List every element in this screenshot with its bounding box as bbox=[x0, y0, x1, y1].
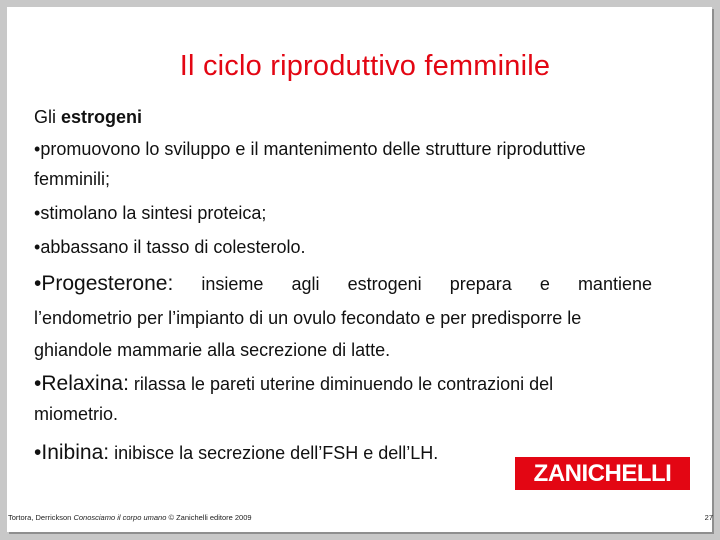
estrogen-point-1-cont-text: femminili; bbox=[34, 169, 111, 189]
progesterone-line-1 bbox=[34, 268, 652, 300]
progesterone-line-2 bbox=[34, 302, 652, 334]
relaxina-line-2 bbox=[34, 398, 652, 430]
estrogen-point-1-text: promuovono lo sviluppo e il mantenimento delle strutture riproduttive bbox=[40, 139, 586, 159]
bullet: • bbox=[34, 203, 41, 223]
relaxina-line-2-text: miometrio. bbox=[34, 404, 119, 424]
bullet: • bbox=[34, 237, 41, 257]
intro-bold: estrogeni bbox=[61, 107, 143, 127]
estrogen-point-1-cont bbox=[34, 163, 652, 195]
progesterone-line-3-text: ghiandole mammarie alla secrezione di latte. bbox=[34, 340, 391, 360]
inibina-term: Inibina bbox=[41, 441, 104, 464]
bullet: • bbox=[34, 139, 41, 159]
estrogen-point-3-text: abbassano il tasso di colesterolo. bbox=[40, 237, 306, 257]
relaxina-line-1-text: rilassa le pareti uterine diminuendo le contrazioni del bbox=[128, 374, 554, 394]
relaxina-colon: : bbox=[123, 372, 129, 395]
relaxina-term: Relaxina bbox=[41, 372, 124, 395]
intro-prefix: Gli bbox=[34, 107, 61, 127]
footer-credit bbox=[8, 513, 252, 522]
bullet: • bbox=[34, 372, 42, 395]
zanichelli-logo: ZANICHELLI bbox=[515, 457, 690, 490]
footer-authors: Tortora, Derrickson bbox=[8, 513, 74, 522]
progesterone-term: Progesterone: bbox=[41, 272, 174, 295]
bullet: • bbox=[34, 272, 42, 295]
slide-title: Il ciclo riproduttivo femminile bbox=[179, 50, 551, 82]
estrogen-point-2 bbox=[34, 197, 652, 229]
inibina-line-text: inibisce la secrezione dell’FSH e dell’LH. bbox=[109, 443, 439, 463]
progesterone-line-3 bbox=[34, 334, 652, 366]
footer-publisher: © Zanichelli editore 2009 bbox=[166, 513, 252, 522]
bullet: • bbox=[34, 441, 42, 464]
progesterone-line-1-text: insieme agli estrogeni prepara e mantiene bbox=[201, 274, 652, 294]
inibina-colon: : bbox=[103, 441, 110, 464]
intro-line bbox=[34, 101, 652, 133]
relaxina-line-1 bbox=[34, 368, 652, 400]
page-number: 27 bbox=[704, 513, 713, 522]
estrogen-point-2-text: stimolano la sintesi proteica; bbox=[40, 203, 267, 223]
estrogen-point-3 bbox=[34, 231, 652, 263]
progesterone-line-2-text: l’endometrio per l’impianto di un ovulo fecondato e per predisporre le bbox=[34, 308, 582, 328]
estrogen-point-1 bbox=[34, 133, 652, 165]
footer-book: Conosciamo il corpo umano bbox=[73, 513, 167, 522]
